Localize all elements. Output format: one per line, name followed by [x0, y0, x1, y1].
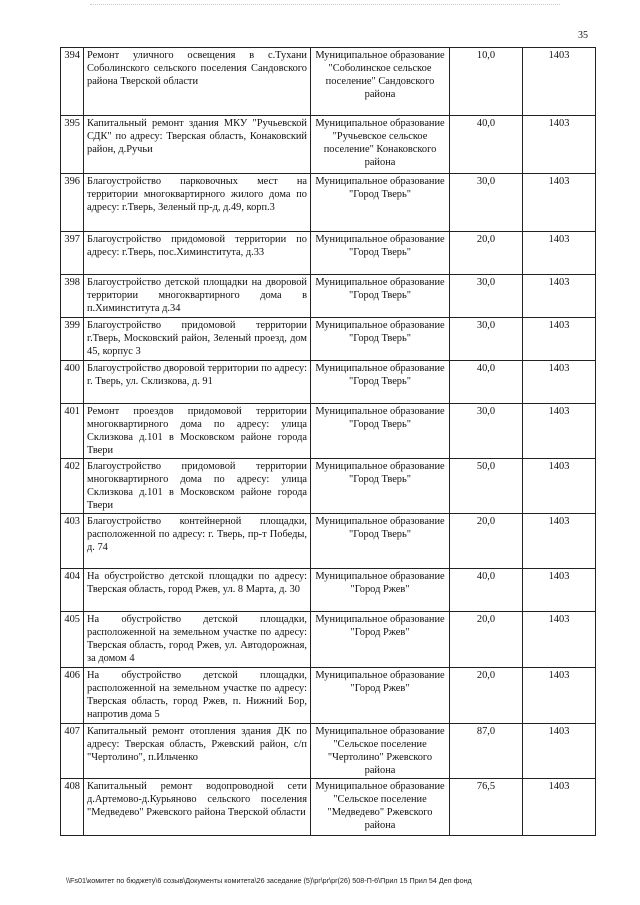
row-number: 397	[61, 232, 84, 275]
row-description: Благоустройство придомовой территории многоквартирного дома по адресу: улица Склизкова д.101 в Московском районе города Твери	[84, 459, 311, 514]
row-code: 1403	[523, 174, 596, 232]
row-code: 1403	[523, 514, 596, 569]
row-number: 404	[61, 569, 84, 612]
row-recipient: Муниципальное образование "Город Ржев"	[311, 569, 450, 612]
row-recipient: Муниципальное образование "Город Тверь"	[311, 404, 450, 459]
row-description: Благоустройство контейнерной площадки, расположенной по адресу: г. Тверь, пр-т Победы, д. 74	[84, 514, 311, 569]
table-row	[61, 232, 596, 275]
row-amount: 20,0	[450, 232, 523, 275]
row-description: Благоустройство придомовой территории по адресу: г.Тверь, пос.Химинститута, д.33	[84, 232, 311, 275]
table-body	[61, 48, 596, 836]
row-recipient: Муниципальное образование "Город Тверь"	[311, 459, 450, 514]
row-recipient: Муниципальное образование "Город Тверь"	[311, 361, 450, 404]
row-amount: 20,0	[450, 612, 523, 668]
row-number: 403	[61, 514, 84, 569]
row-code: 1403	[523, 361, 596, 404]
row-amount: 30,0	[450, 174, 523, 232]
row-amount: 50,0	[450, 459, 523, 514]
table-row	[61, 668, 596, 724]
row-amount: 10,0	[450, 48, 523, 116]
row-description: На обустройство детской площадки, расположенной на земельном участке по адресу: Тверская область, город Ржев, ул. Автодорожная, за домом 4	[84, 612, 311, 668]
table-row	[61, 275, 596, 318]
row-recipient: Муниципальное образование "Город Тверь"	[311, 275, 450, 318]
row-code: 1403	[523, 612, 596, 668]
row-number: 407	[61, 724, 84, 779]
row-code: 1403	[523, 232, 596, 275]
row-recipient: Муниципальное образование "Город Тверь"	[311, 514, 450, 569]
row-description: На обустройство детской площадки по адресу: Тверская область, город Ржев, ул. 8 Марта, д. 30	[84, 569, 311, 612]
row-description: Капитальный ремонт водопроводной сети д.Артемово-д.Курьяново сельского поселения "Медведево" Ржевского района Тверской области	[84, 779, 311, 836]
row-description: Ремонт уличного освещения в с.Тухани Соболинского сельского поселения Сандовского района Тверской области	[84, 48, 311, 116]
row-number: 400	[61, 361, 84, 404]
table-row	[61, 404, 596, 459]
table-row	[61, 459, 596, 514]
row-code: 1403	[523, 724, 596, 779]
row-recipient: Муниципальное образование "Город Ржев"	[311, 668, 450, 724]
row-description: На обустройство детской площадки, расположенной на земельном участке по адресу: Тверская область, город Ржев, п. Нижний Бор, напротив дома 5	[84, 668, 311, 724]
row-code: 1403	[523, 116, 596, 174]
row-description: Благоустройство придомовой территории г.Тверь, Московский район, Зеленый проезд, дом 45, корпус 3	[84, 318, 311, 361]
row-description: Благоустройство дворовой территории по адресу: г. Тверь, ул. Склизкова, д. 91	[84, 361, 311, 404]
row-number: 401	[61, 404, 84, 459]
row-recipient: Муниципальное образование "Сельское поселение "Чертолино" Ржевского района	[311, 724, 450, 779]
row-number: 398	[61, 275, 84, 318]
footer-file-path: \\Fs01\комитет по бюджету\6 созыв\Документы комитета\26 заседание (5)\pr\pr\pr(26) 508-П-6\Прил 15 Прил 54 Деп фонд	[66, 876, 472, 885]
row-amount: 30,0	[450, 275, 523, 318]
row-amount: 40,0	[450, 361, 523, 404]
row-recipient: Муниципальное образование "Город Тверь"	[311, 174, 450, 232]
row-amount: 30,0	[450, 404, 523, 459]
row-code: 1403	[523, 779, 596, 836]
row-number: 408	[61, 779, 84, 836]
row-number: 406	[61, 668, 84, 724]
row-description: Благоустройство парковочных мест на территории многоквартирного жилого дома по адресу: г.Тверь, Зеленый пр-д, д.49, корп.3	[84, 174, 311, 232]
table-row	[61, 318, 596, 361]
row-number: 402	[61, 459, 84, 514]
table-row	[61, 612, 596, 668]
scan-top-edge	[90, 4, 560, 5]
table-row	[61, 48, 596, 116]
row-code: 1403	[523, 459, 596, 514]
row-amount: 76,5	[450, 779, 523, 836]
table-row	[61, 779, 596, 836]
row-recipient: Муниципальное образование "Ручьевское сельское поселение" Конаковского района	[311, 116, 450, 174]
row-amount: 87,0	[450, 724, 523, 779]
row-code: 1403	[523, 569, 596, 612]
row-code: 1403	[523, 48, 596, 116]
row-recipient: Муниципальное образование "Город Ржев"	[311, 612, 450, 668]
row-recipient: Муниципальное образование "Город Тверь"	[311, 232, 450, 275]
row-recipient: Муниципальное образование "Сельское поселение "Медведево" Ржевского района	[311, 779, 450, 836]
row-code: 1403	[523, 275, 596, 318]
row-description: Капитальный ремонт здания МКУ "Ручьевской СДК" по адресу: Тверская область, Конаковский район, д.Ручьи	[84, 116, 311, 174]
row-code: 1403	[523, 668, 596, 724]
row-description: Ремонт проездов придомовой территории многоквартирного дома по адресу: улица Склизкова д.101 в Московском районе города Твери	[84, 404, 311, 459]
row-description: Благоустройство детской площадки на дворовой территории многоквартирного дома в п.Химинститута д.34	[84, 275, 311, 318]
table-row	[61, 174, 596, 232]
row-description: Капитальный ремонт отопления здания ДК по адресу: Тверская область, Ржевский район, с/п "Чертолино", п.Ильченко	[84, 724, 311, 779]
page-number: 35	[578, 30, 588, 41]
row-number: 405	[61, 612, 84, 668]
row-number: 395	[61, 116, 84, 174]
table-row	[61, 361, 596, 404]
row-recipient: Муниципальное образование "Соболинское сельское поселение" Сандовского района	[311, 48, 450, 116]
row-number: 394	[61, 48, 84, 116]
table-row	[61, 569, 596, 612]
row-code: 1403	[523, 318, 596, 361]
row-amount: 20,0	[450, 514, 523, 569]
row-amount: 20,0	[450, 668, 523, 724]
row-amount: 40,0	[450, 569, 523, 612]
row-amount: 40,0	[450, 116, 523, 174]
row-recipient: Муниципальное образование "Город Тверь"	[311, 318, 450, 361]
allocation-table	[60, 47, 596, 836]
table-row	[61, 724, 596, 779]
row-number: 399	[61, 318, 84, 361]
row-amount: 30,0	[450, 318, 523, 361]
table-row	[61, 116, 596, 174]
table-row	[61, 514, 596, 569]
row-code: 1403	[523, 404, 596, 459]
row-number: 396	[61, 174, 84, 232]
